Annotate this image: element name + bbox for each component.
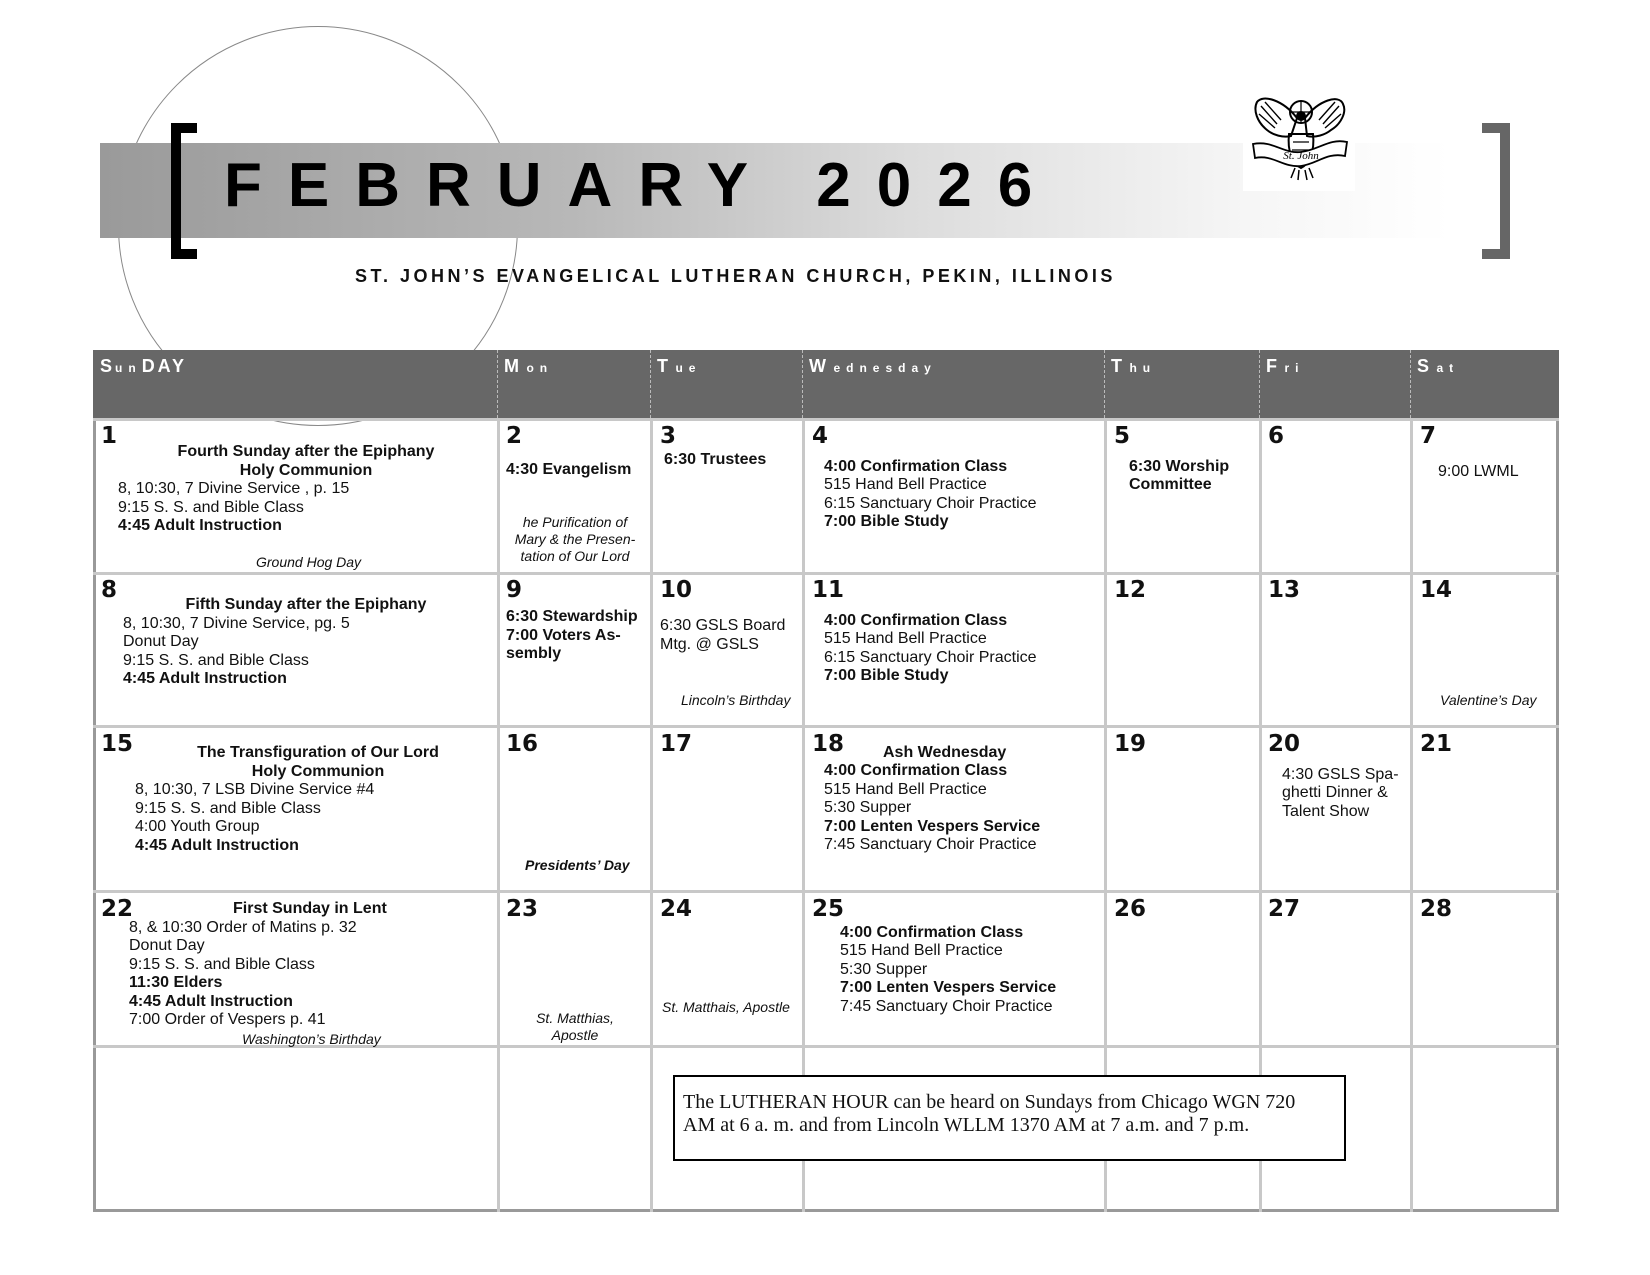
event-text: 4:00 Confirmation Class <box>840 924 1024 941</box>
day-number: 5 <box>1114 423 1131 449</box>
grid-line <box>650 418 653 1212</box>
event-text: Mtg. @ GSLS <box>660 636 759 653</box>
event-text: 9:15 S. S. and Bible Class <box>129 956 315 973</box>
day-number: 18 <box>812 731 845 757</box>
day-number: 2 <box>506 423 523 449</box>
weekday-thursday: T hu <box>1111 356 1157 376</box>
event-text: 8, 10:30, 7 LSB Divine Service #4 <box>135 781 375 798</box>
event-text: 8, & 10:30 Order of Matins p. 32 <box>129 919 357 936</box>
event-text: Talent Show <box>1282 803 1370 820</box>
observance-note: Presidents’ Day <box>525 857 630 873</box>
weekday-tuesday: T ue <box>657 356 702 376</box>
day-number: 10 <box>660 577 693 603</box>
event-text: ghetti Dinner & <box>1282 784 1388 801</box>
day-number: 14 <box>1420 577 1453 603</box>
observance-note: tation of Our Lord <box>520 548 630 564</box>
event-text: 9:00 LWML <box>1438 463 1519 480</box>
lutheran-hour-notice <box>673 1075 1346 1161</box>
event-text: 6:30 Stewardship <box>506 608 638 625</box>
day-number: 24 <box>660 896 693 922</box>
grid-line <box>93 725 1559 728</box>
event-text: 7:45 Sanctuary Choir Practice <box>824 836 1037 853</box>
event-text: Committee <box>1129 476 1212 493</box>
event-text: 7:45 Sanctuary Choir Practice <box>840 998 1053 1015</box>
event-title: Fifth Sunday after the Epiphany <box>185 596 427 613</box>
weekday-sunday: SunDAY <box>100 356 188 376</box>
grid-line <box>93 890 1559 893</box>
event-text: sembly <box>506 645 562 662</box>
observance-note: Apostle <box>551 1027 599 1043</box>
event-text: 9:15 S. S. and Bible Class <box>123 652 309 669</box>
event-text: 7:00 Lenten Vespers Service <box>824 818 1041 835</box>
event-title: The Transfiguration of Our Lord <box>197 744 439 761</box>
day-number: 4 <box>812 423 829 449</box>
event-text: Donut Day <box>123 633 199 650</box>
day-number: 27 <box>1268 896 1301 922</box>
weekday-wednesday: W ednesday <box>809 356 937 376</box>
observance-note: Washington’s Birthday <box>242 1031 381 1047</box>
day-number: 1 <box>101 423 118 449</box>
event-text: Holy Communion <box>239 462 373 479</box>
observance-note: Mary & the Presen- <box>514 531 636 547</box>
event-text: 515 Hand Bell Practice <box>840 942 1003 959</box>
weekday-saturday: S at <box>1417 356 1460 376</box>
observance-note: Valentine’s Day <box>1440 692 1537 708</box>
event-text: 4:00 Confirmation Class <box>824 612 1008 629</box>
event-text: 515 Hand Bell Practice <box>824 781 987 798</box>
event-text: 8, 10:30, 7 Divine Service, pg. 5 <box>123 615 350 632</box>
day-number: 7 <box>1420 423 1437 449</box>
weekday-monday: M on <box>504 356 554 376</box>
event-title: Ash Wednesday <box>883 744 1007 761</box>
event-text: 4:45 Adult Instruction <box>129 993 293 1010</box>
event-text: 5:30 Supper <box>824 799 912 816</box>
event-title: First Sunday in Lent <box>233 900 387 917</box>
event-text: 7:00 Order of Vespers p. 41 <box>129 1011 326 1028</box>
event-text: 11:30 Elders <box>129 974 223 991</box>
day-number: 19 <box>1114 731 1147 757</box>
event-text: 7:00 Bible Study <box>824 513 949 530</box>
church-name: ST. JOHN’S EVANGELICAL LUTHERAN CHURCH, PEKIN, ILLINOIS <box>355 266 1116 286</box>
day-number: 16 <box>506 731 539 757</box>
event-text: 6:15 Sanctuary Choir Practice <box>824 495 1037 512</box>
event-text: 7:00 Lenten Vespers Service <box>840 979 1057 996</box>
day-number: 26 <box>1114 896 1147 922</box>
day-number: 20 <box>1268 731 1301 757</box>
event-text: 7:00 Voters As- <box>506 627 621 644</box>
day-number: 23 <box>506 896 539 922</box>
event-text: 9:15 S. S. and Bible Class <box>118 499 304 516</box>
event-text: 4:00 Confirmation Class <box>824 762 1008 779</box>
observance-note: he Purification of <box>522 514 628 530</box>
event-text: 5:30 Supper <box>840 961 928 978</box>
notice-line: The LUTHERAN HOUR can be heard on Sundays from Chicago WGN 720 <box>683 1091 1296 1113</box>
day-number: 22 <box>101 896 134 922</box>
event-text: Holy Communion <box>251 763 385 780</box>
event-text: 515 Hand Bell Practice <box>824 630 987 647</box>
grid-line <box>93 572 1559 575</box>
event-text: Donut Day <box>129 937 205 954</box>
weekday-header <box>93 350 1559 418</box>
event-text: 6:30 Trustees <box>664 451 767 468</box>
event-text: 6:30 GSLS Board <box>660 617 786 634</box>
st-john-eagle-logo <box>1243 92 1355 191</box>
event-text: 4:30 GSLS Spa- <box>1282 766 1399 783</box>
notice-line: AM at 6 a. m. and from Lincoln WLLM 1370 AM at 7 a.m. and 7 p.m. <box>683 1114 1250 1136</box>
observance-note: St. Matthais, Apostle <box>662 999 790 1015</box>
event-text: 4:45 Adult Instruction <box>123 670 287 687</box>
day-number: 8 <box>101 577 118 603</box>
observance-note: Ground Hog Day <box>256 554 362 570</box>
weekday-friday: F ri <box>1266 356 1305 376</box>
event-text: 9:15 S. S. and Bible Class <box>135 800 321 817</box>
event-text: 4:45 Adult Instruction <box>118 517 282 534</box>
event-text: 4:30 Evangelism <box>506 461 632 478</box>
day-number: 21 <box>1420 731 1453 757</box>
grid-line <box>93 418 1559 421</box>
day-number: 28 <box>1420 896 1453 922</box>
observance-note: St. Matthias, <box>536 1010 614 1026</box>
day-number: 9 <box>506 577 523 603</box>
event-text: 8, 10:30, 7 Divine Service , p. 15 <box>118 480 350 497</box>
observance-note: Lincoln’s Birthday <box>681 692 791 708</box>
event-text: 4:00 Confirmation Class <box>824 458 1008 475</box>
grid-line <box>1410 418 1413 1212</box>
event-text: 515 Hand Bell Practice <box>824 476 987 493</box>
day-number: 11 <box>812 577 845 603</box>
event-title: Fourth Sunday after the Epiphany <box>177 443 435 460</box>
page-title: FEBRUARY 2026 <box>224 151 1059 220</box>
event-text: 7:00 Bible Study <box>824 667 949 684</box>
event-text: 6:30 Worship <box>1129 458 1230 475</box>
right-bracket <box>1482 123 1510 259</box>
event-text: 4:45 Adult Instruction <box>135 837 299 854</box>
event-text: 6:15 Sanctuary Choir Practice <box>824 649 1037 666</box>
day-number: 3 <box>660 423 677 449</box>
day-number: 6 <box>1268 423 1285 449</box>
logo-text: St. John <box>1283 150 1319 162</box>
day-number: 17 <box>660 731 693 757</box>
day-number: 15 <box>101 731 134 757</box>
event-text: 4:00 Youth Group <box>135 818 260 835</box>
day-number: 12 <box>1114 577 1147 603</box>
day-number: 25 <box>812 896 845 922</box>
left-bracket <box>171 123 197 259</box>
day-number: 13 <box>1268 577 1301 603</box>
